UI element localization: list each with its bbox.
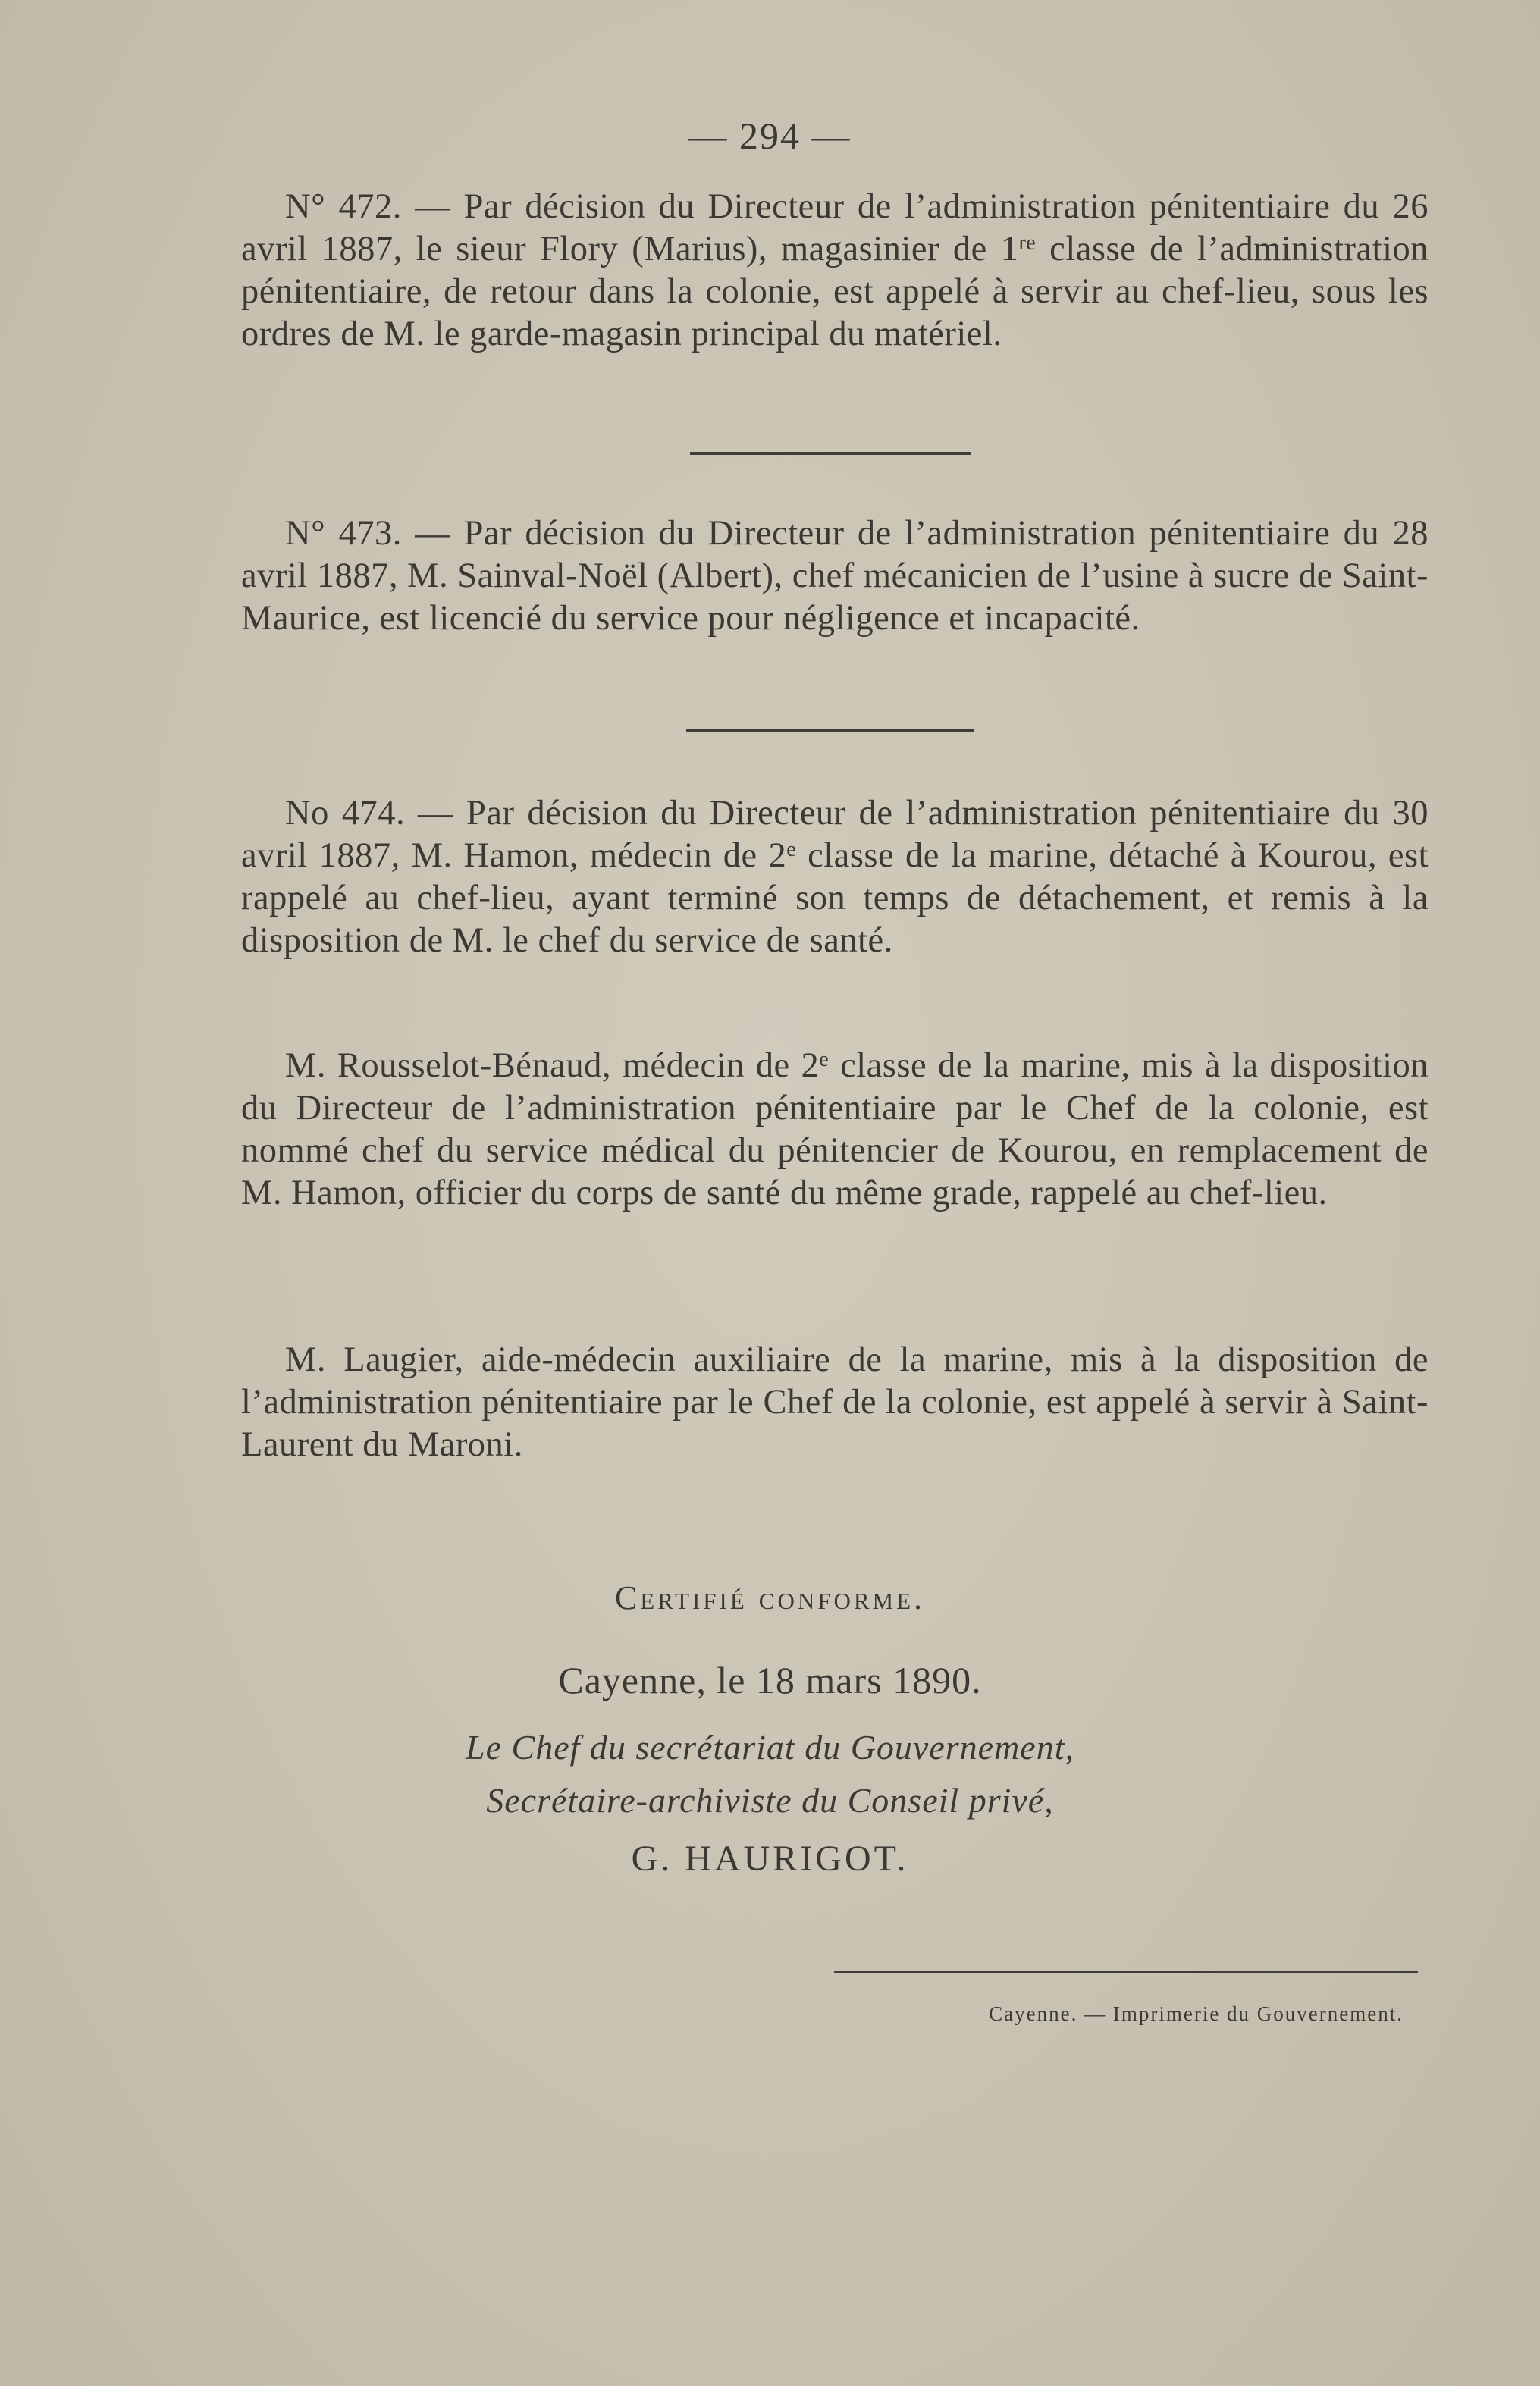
entry-text: — Par décision du Directeur de l’administration pénitentiaire du 28 avril 1887, M. Sainval-Noël (Albert), chef mécanicien de l’usine à sucre de Saint-Maurice, est licencié du service pour négligence et incapacité.	[241, 514, 1429, 638]
separator-rule	[686, 729, 974, 732]
entry-number: N° 473.	[285, 514, 402, 553]
paragraph-text: M. Laugier, aide-médecin auxiliaire de la marine, mis à la disposition de l’administration pénitentiaire par le Chef de la colonie, est appelé à servir à Saint-Laurent du Maroni.	[241, 1340, 1429, 1464]
footer-rule	[834, 1971, 1418, 1973]
entry-472	[241, 186, 1429, 356]
paragraph-laugier	[241, 1339, 1429, 1466]
signatory-title-2: Secrétaire-archiviste du Conseil privé,	[486, 1781, 1054, 1820]
separator-rule	[690, 452, 971, 455]
page-number: — 294 —	[688, 114, 852, 157]
signatory-name: G. HAURIGOT.	[631, 1839, 909, 1879]
entry-number: N° 472.	[285, 187, 402, 226]
paragraph-text: M. Rousselot-Bénaud, médecin de 2e classe de la marine, mis à la disposition du Directeur de l’administration pénitentiaire par le Chef de la colonie, est nommé chef du service médical du pénitencier de Kourou, en remplacement de M. Hamon, officier du corps de santé du même grade, rappelé au chef-lieu.	[241, 1046, 1429, 1212]
certification-line: Certifié conforme.	[614, 1579, 926, 1616]
entry-text: — Par décision du Directeur de l’administration pénitentiaire du 26 avril 1887, le sieur Flory (Marius), magasinier de 1re classe de l’administration pénitentiaire, de retour dans la colonie, est appelé à servir au chef-lieu, sous les ordres de M. le garde-magasin principal du matériel.	[241, 187, 1429, 353]
printer-imprint: Cayenne. — Imprimerie du Gouvernement.	[989, 2002, 1404, 2025]
dateline: Cayenne, le 18 mars 1890.	[558, 1659, 982, 1701]
entry-number: No 474.	[285, 794, 406, 832]
paragraph-rousselot	[241, 1045, 1429, 1215]
signatory-title-1: Le Chef du secrétariat du Gouvernement,	[466, 1728, 1074, 1767]
entry-473	[241, 513, 1429, 640]
entry-474	[241, 792, 1429, 962]
entry-text: — Par décision du Directeur de l’administration pénitentiaire du 30 avril 1887, M. Hamon, médecin de 2e classe de la marine, détaché à Kourou, est rappelé au chef-lieu, ayant terminé son temps de détachement, et remis à la disposition de M. le chef du service de santé.	[241, 794, 1429, 960]
